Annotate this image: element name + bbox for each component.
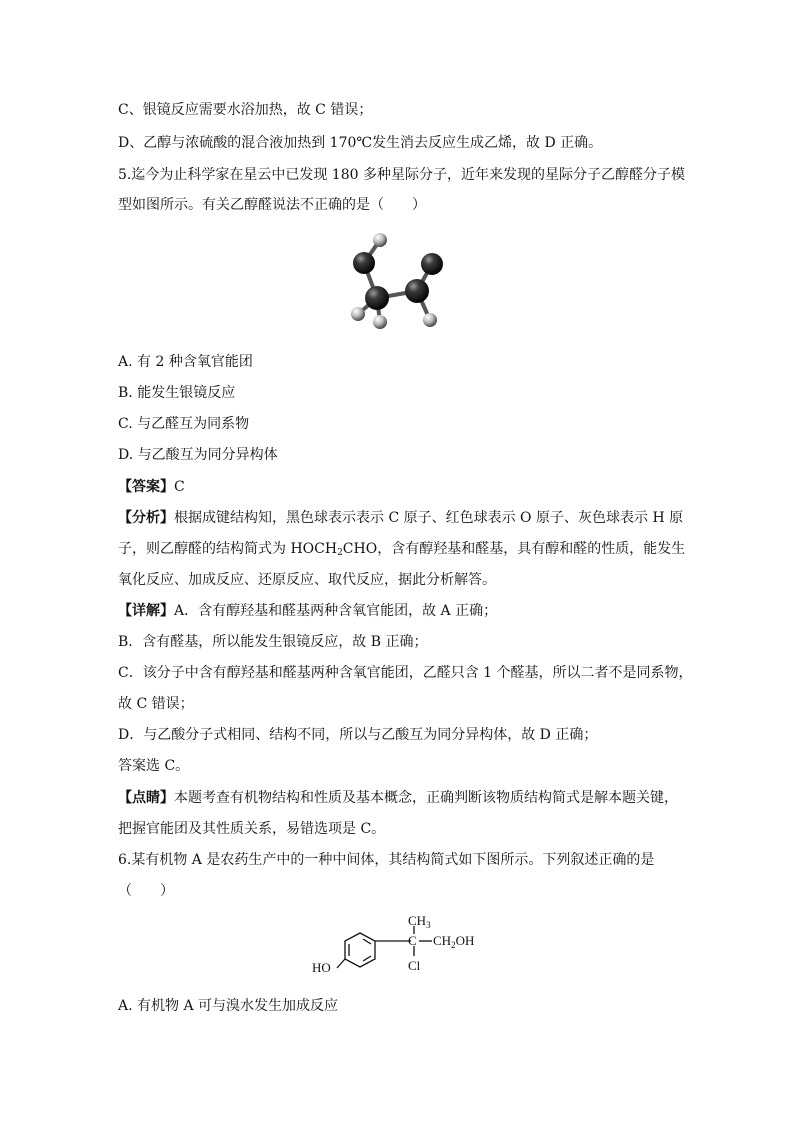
answer-line	[118, 477, 185, 497]
option-b: B. 能发生银镜反应	[118, 385, 236, 401]
methyl-label: $CH_3$	[408, 913, 431, 930]
subscript: 2	[337, 548, 343, 558]
analysis-text: 子，则乙醇醛的结构简式为 HOCH	[118, 541, 338, 557]
comment-line: 把握官能团及其性质关系，易错选项是 C。	[118, 821, 386, 837]
hydrogen-atom	[423, 313, 437, 327]
text-line: C、银镜反应需要水浴加热，故 C 错误；	[118, 102, 373, 118]
option-a: A. 有 2 种含氧官能团	[118, 354, 253, 370]
comment-text: 本题考查有机物结构和性质及基本概念，正确判断该物质结构简式是解本题关键，	[174, 790, 678, 806]
question-5-stem-cont: 型如图所示。有关乙醇醛说法不正确的是（ ）	[118, 197, 426, 213]
carbon-atom	[365, 286, 389, 310]
analysis-line	[118, 508, 683, 528]
hydroxymethyl-label: $CH_2OH$	[433, 933, 475, 950]
oxygen-atom	[353, 252, 375, 274]
hydrogen-atom	[373, 233, 387, 247]
detail-line: D．与乙酸分子式相同、结构不同，所以与乙酸互为同分异构体，故 D 正确；	[118, 727, 598, 743]
question-6-stem: 6.某有机物 A 是农药生产中的一种中间体，其结构简式如下图所示。下列叙述正确的是	[118, 852, 655, 868]
answer-tag: 【答案】	[118, 479, 174, 495]
quaternary-carbon-label: C	[408, 933, 417, 948]
question-6-option-a: A. 有机物 A 可与溴水发生加成反应	[118, 998, 339, 1014]
detail-line: C．该分子中含有醇羟基和醛基两种含氧官能团，乙醛只含 1 个醛基，所以二者不是同系物，	[118, 665, 693, 681]
analysis-text: CHO，含有醇羟基和醛基，具有醇和醛的性质，能发生	[342, 541, 686, 557]
chlorine-label: Cl	[408, 958, 421, 973]
comment-tag: 【点睛】	[118, 790, 174, 806]
question-5-stem: 5.迄今为止科学家在星云中已发现 180 多种星际分子，近年来发现的星际分子乙醇醛分子模	[118, 167, 685, 183]
hydrogen-atom	[373, 315, 387, 329]
option-d: D. 与乙酸互为同分异构体	[118, 447, 278, 463]
ho-label: HO	[312, 960, 331, 975]
answer-value: C	[174, 479, 185, 495]
structural-formula-image	[310, 912, 490, 984]
detail-text: A．含有醇羟基和醛基两种含氧官能团，故 A 正确；	[174, 603, 498, 619]
text-line: D、乙醇与浓硫酸的混合液加热到 170℃发生消去反应生成乙烯，故 D 正确。	[118, 135, 603, 151]
detail-line: 答案选 C。	[118, 758, 190, 774]
analysis-tag: 【分析】	[118, 510, 174, 526]
hydrogen-atom	[351, 307, 365, 321]
detail-line: B．含有醛基，所以能发生银镜反应，故 B 正确；	[118, 634, 428, 650]
oxygen-atom	[421, 253, 443, 275]
detail-line	[118, 601, 497, 621]
detail-line: 故 C 错误；	[118, 696, 194, 712]
analysis-line	[118, 539, 685, 563]
question-6-paren: （ ）	[118, 883, 174, 899]
detail-tag: 【详解】	[118, 603, 174, 619]
comment-line	[118, 788, 678, 808]
analysis-line: 氧化反应、加成反应、还原反应、取代反应，据此分析解答。	[118, 572, 496, 588]
molecule-model-image	[340, 228, 455, 333]
option-c: C. 与乙醛互为同系物	[118, 416, 250, 432]
analysis-text: 根据成键结构知，黑色球表示表示 C 原子、红色球表示 O 原子、灰色球表示 H 原	[174, 510, 684, 526]
carbon-atom	[405, 279, 429, 303]
